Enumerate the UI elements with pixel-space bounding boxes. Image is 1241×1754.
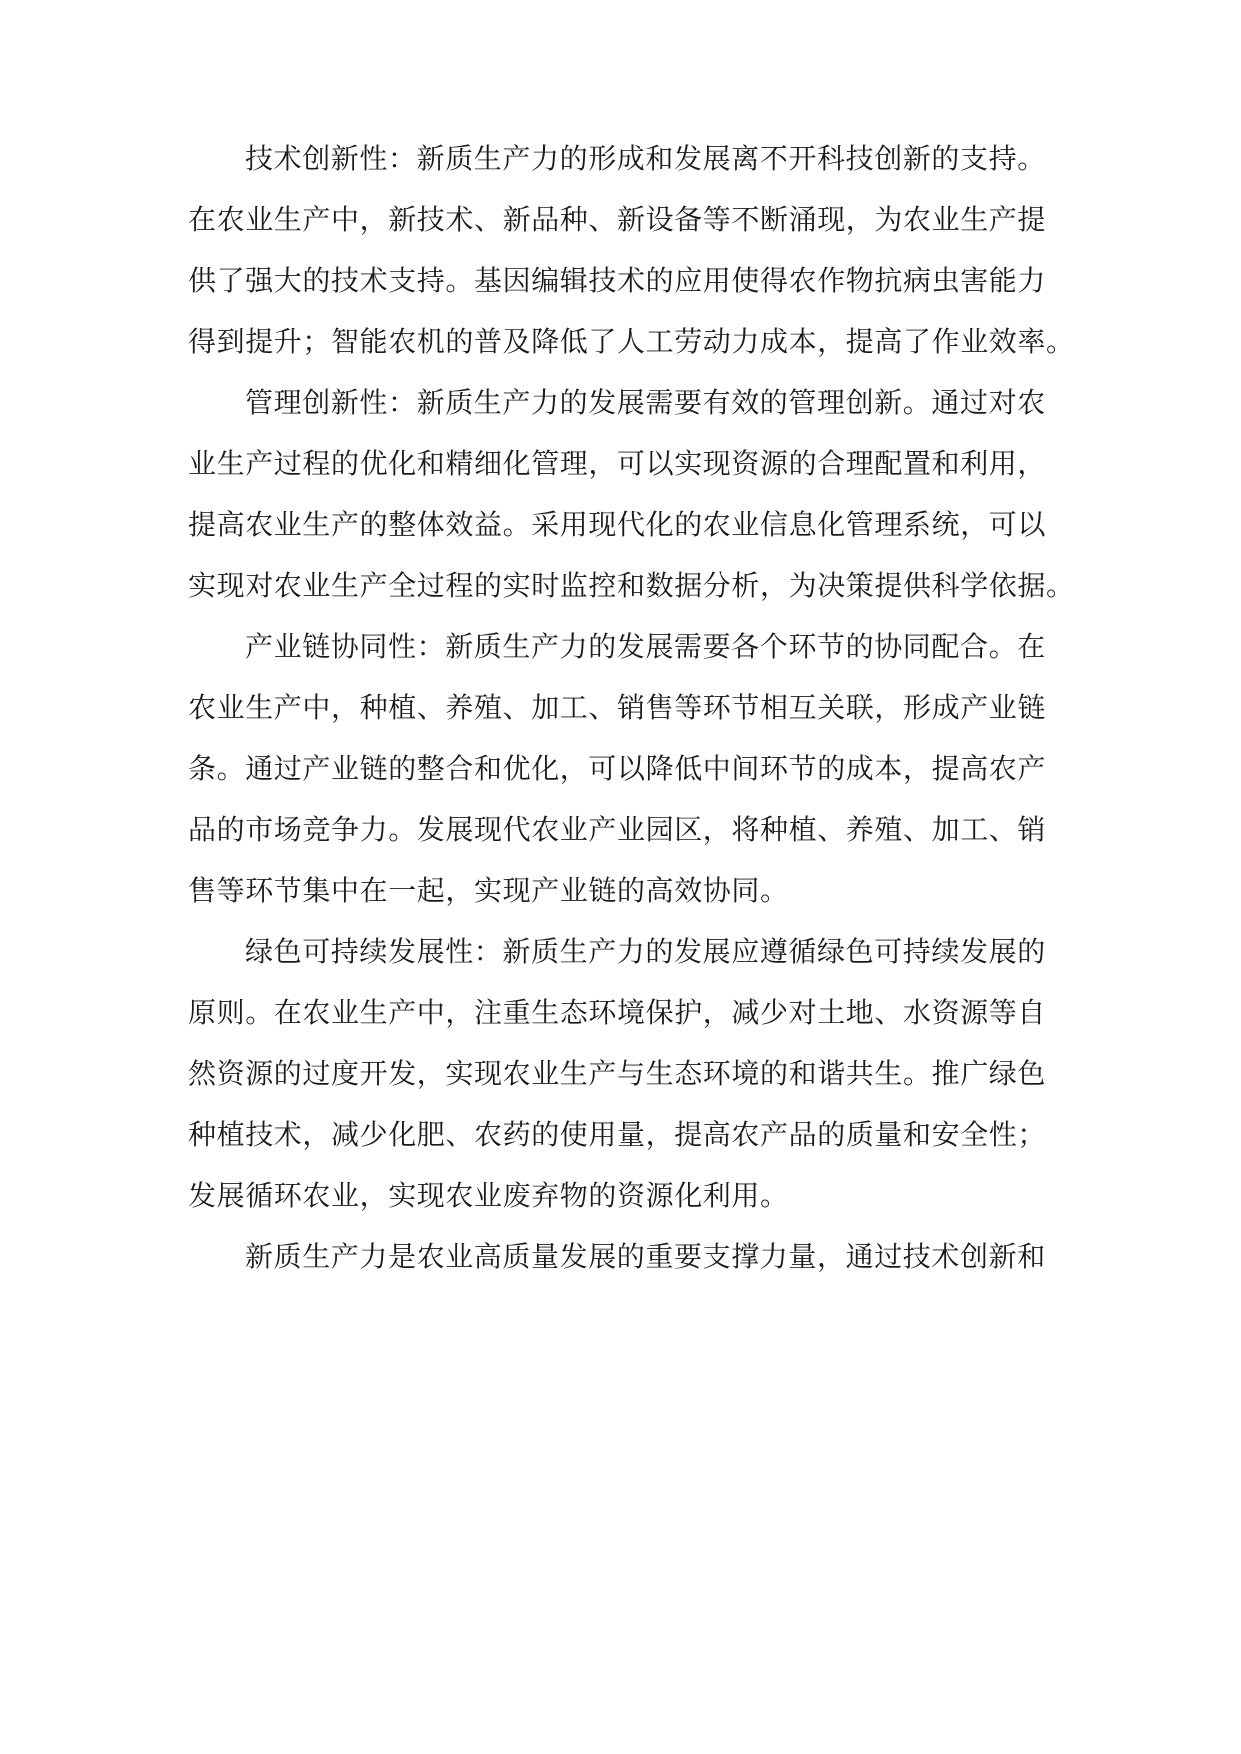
paragraph-tech-innovation-line-4: 得到提升；智能农机的普及降低了人工劳动力成本，提高了作业效率。 (188, 325, 1075, 358)
paragraph-industry-chain-line-3: 条。通过产业链的整合和优化，可以降低中间环节的成本，提高农产 (188, 752, 1047, 785)
paragraph-industry-chain-line-2: 农业生产中，种植、养殖、加工、销售等环节相互关联，形成产业链 (188, 691, 1047, 724)
paragraph-management-innovation-line-3: 提高农业生产的整体效益。采用现代化的农业信息化管理系统，可以 (188, 508, 1047, 541)
paragraph-tech-innovation-line-2: 在农业生产中，新技术、新品种、新设备等不断涌现，为农业生产提 (188, 203, 1047, 236)
paragraph-green-development-line-1: 绿色可持续发展性：新质生产力的发展应遵循绿色可持续发展的 (245, 935, 1046, 968)
paragraph-industry-chain-line-5: 售等环节集中在一起，实现产业链的高效协同。 (188, 874, 789, 907)
paragraph-industry-chain-line-4: 品的市场竞争力。发展现代农业产业园区，将种植、养殖、加工、销 (188, 813, 1047, 846)
paragraph-green-development-line-4: 种植技术，减少化肥、农药的使用量，提高农产品的质量和安全性； (188, 1118, 1047, 1151)
paragraph-industry-chain-line-1: 产业链协同性：新质生产力的发展需要各个环节的协同配合。在 (245, 630, 1046, 663)
paragraph-management-innovation-line-2: 业生产过程的优化和精细化管理，可以实现资源的合理配置和利用， (188, 447, 1047, 480)
paragraph-management-innovation-line-1: 管理创新性：新质生产力的发展需要有效的管理创新。通过对农 (245, 386, 1046, 419)
paragraph-green-development-line-5: 发展循环农业，实现农业废弃物的资源化利用。 (188, 1179, 789, 1212)
paragraph-management-innovation-line-4: 实现对农业生产全过程的实时监控和数据分析，为决策提供科学依据。 (188, 569, 1075, 602)
paragraph-conclusion-line-1: 新质生产力是农业高质量发展的重要支撑力量，通过技术创新和 (245, 1240, 1046, 1273)
paragraph-tech-innovation-line-3: 供了强大的技术支持。基因编辑技术的应用使得农作物抗病虫害能力 (188, 264, 1047, 297)
paragraph-tech-innovation-line-1: 技术创新性：新质生产力的形成和发展离不开科技创新的支持。 (245, 142, 1046, 175)
paragraph-green-development-line-2: 原则。在农业生产中，注重生态环境保护，减少对土地、水资源等自 (188, 996, 1047, 1029)
paragraph-green-development-line-3: 然资源的过度开发，实现农业生产与生态环境的和谐共生。推广绿色 (188, 1057, 1047, 1090)
